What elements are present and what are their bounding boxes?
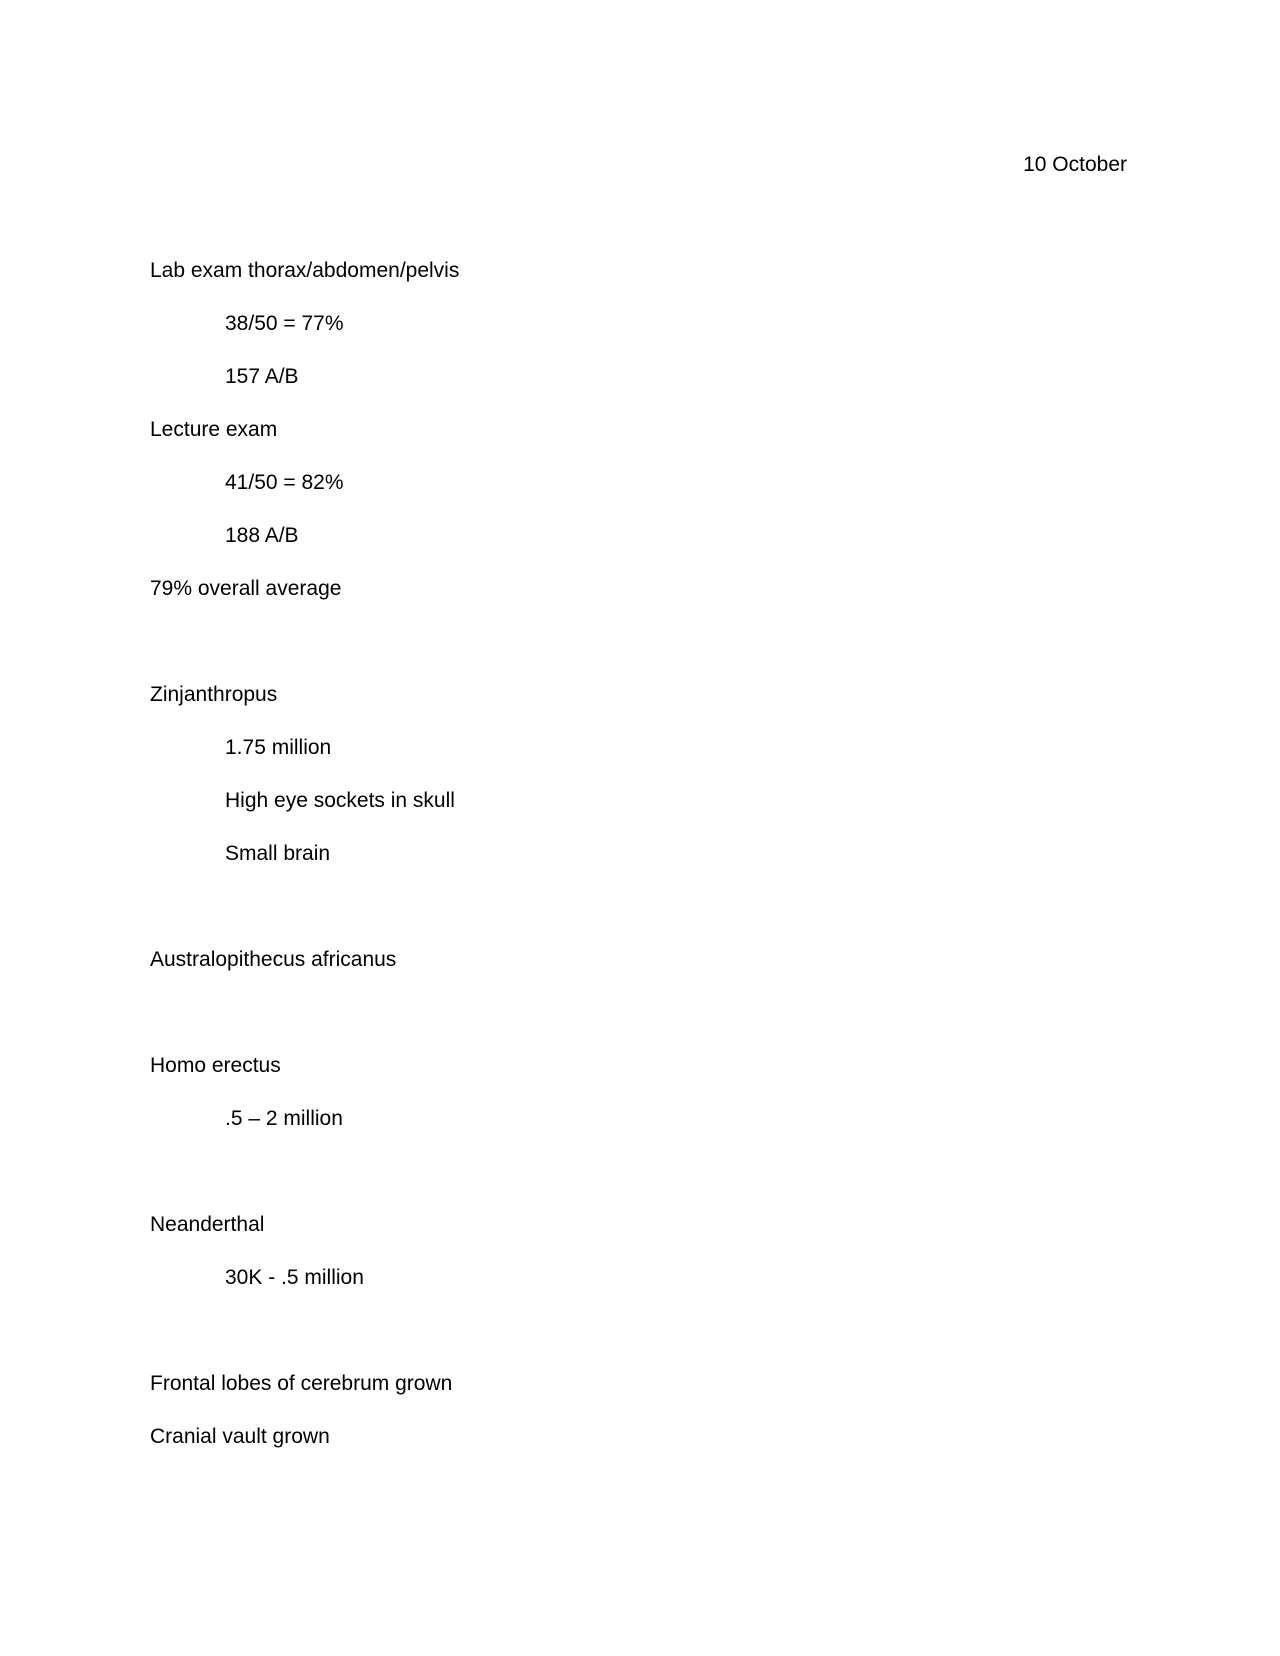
heading-lecture-exam: Lecture exam — [150, 418, 278, 441]
blank-line — [150, 894, 1130, 947]
overall-average: 79% overall average — [150, 577, 342, 600]
zinjanthropus-age: 1.75 million — [225, 736, 332, 759]
note-frontal-lobes: Frontal lobes of cerebrum grown — [150, 1372, 453, 1395]
document-body — [150, 258, 1130, 1477]
neanderthal-age: 30K - .5 million — [225, 1266, 364, 1289]
zinjanthropus-trait-eye-sockets: High eye sockets in skull — [225, 789, 455, 812]
heading-neanderthal: Neanderthal — [150, 1213, 265, 1236]
blank-line — [150, 1159, 1130, 1212]
blank-line — [150, 1000, 1130, 1053]
note-cranial-vault: Cranial vault grown — [150, 1425, 330, 1448]
heading-lab-exam: Lab exam thorax/abdomen/pelvis — [150, 259, 460, 282]
blank-line — [150, 1318, 1130, 1371]
zinjanthropus-trait-brain: Small brain — [225, 842, 331, 865]
date: 10 October — [1023, 153, 1127, 176]
heading-zinjanthropus: Zinjanthropus — [150, 683, 278, 706]
lecture-exam-score: 41/50 = 82% — [225, 471, 344, 494]
lab-exam-grade: 157 A/B — [225, 365, 299, 388]
heading-homo-erectus: Homo erectus — [150, 1054, 281, 1077]
homo-erectus-age: .5 – 2 million — [225, 1107, 343, 1130]
lecture-exam-grade: 188 A/B — [225, 524, 299, 547]
lab-exam-score: 38/50 = 77% — [225, 312, 344, 335]
heading-australopithecus: Australopithecus africanus — [150, 948, 397, 971]
blank-line — [150, 629, 1130, 682]
